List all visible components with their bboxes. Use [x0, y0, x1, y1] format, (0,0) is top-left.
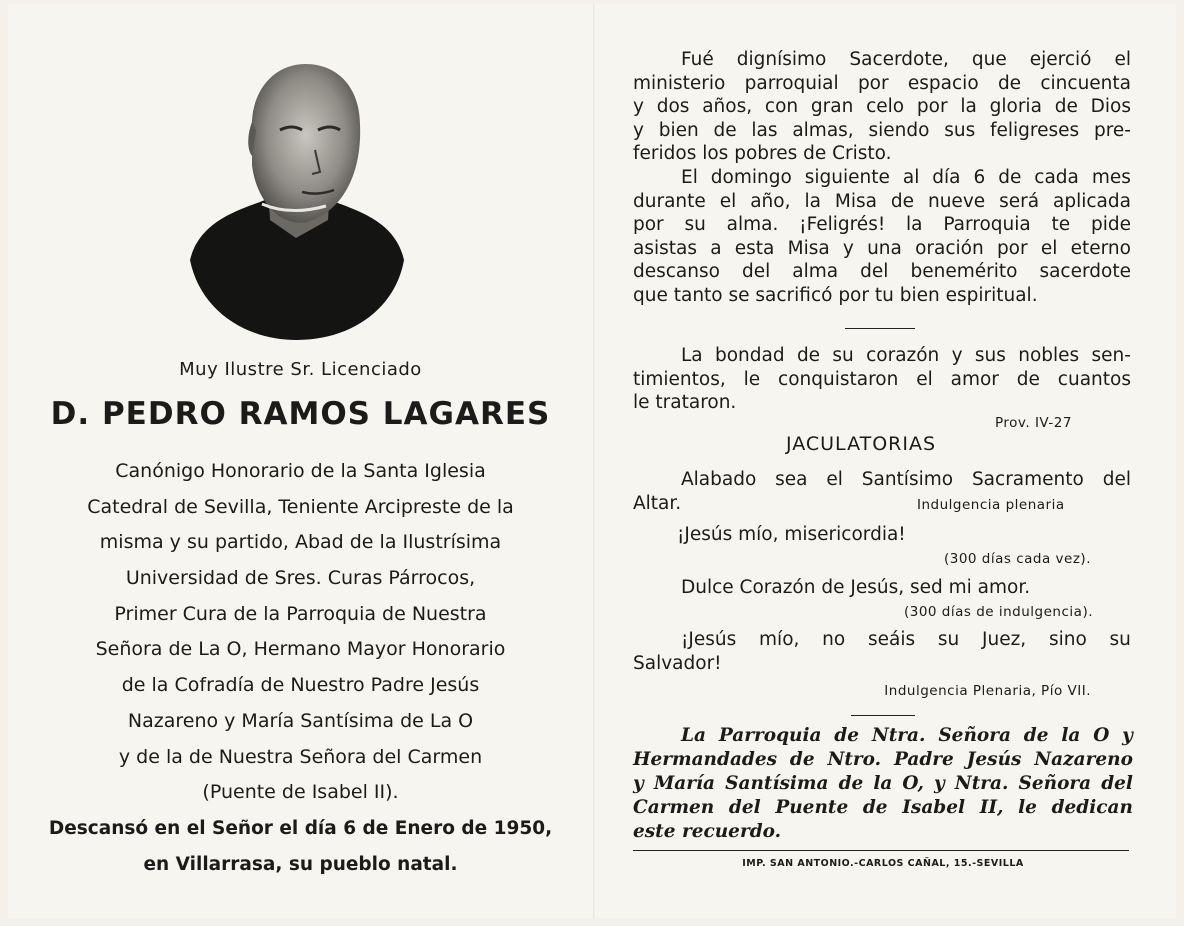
text-line: timientos, le conquistaron el amor de cuantos [633, 368, 1131, 390]
divider [633, 850, 1129, 851]
text-line: El domingo siguiente al día 6 de cada mes [681, 166, 1131, 188]
deceased-name: D. PEDRO RAMOS LAGARES [50, 396, 551, 432]
death-line: en Villarrasa, su pueblo natal. [143, 853, 458, 875]
divider [851, 715, 915, 716]
text-line: descanso del alma del benemérito sacerdote [633, 261, 1131, 283]
text-line: La bondad de su corazón y sus nobles sen- [681, 345, 1131, 366]
divider [845, 328, 915, 329]
text-line: y dos años, con gran celo por la gloria de Dios [633, 96, 1131, 118]
right-panel [595, 4, 1176, 918]
death-line: Descansó en el Señor el día 6 de Enero de 1950, [48, 817, 553, 839]
text-line: Fué dignísimo Sacerdote, que ejerció el [681, 49, 1131, 70]
bio-line: misma y su partido, Abad de la Ilustrísima [99, 531, 502, 554]
jaculatoria-2 [633, 523, 1131, 571]
text-line: que tanto se sacrificó por tu bien espiritual. [633, 284, 1038, 306]
bio-line: Universidad de Sres. Curas Párrocos, [125, 567, 476, 590]
text-line: por su alma. ¡Feligrés! la Parroquia te pide [633, 214, 1131, 236]
bio-line: de la Cofradía de Nuestro Padre Jesús [121, 674, 480, 697]
text-line: Carmen del Puente de Isabel II, le dedican [633, 797, 1133, 818]
bio-line: (Puente de Isabel II). [202, 781, 399, 804]
text-line: feridos los pobres de Cristo. [633, 143, 892, 165]
text-line: Hermandades de Ntro. Padre Jesús Nazareno [633, 749, 1133, 770]
bio-line: Señora de La O, Hermano Mayor Honorario [95, 638, 506, 661]
text-line: durante el año, la Misa de nueve será aplicada [633, 190, 1131, 212]
bio-line: Canónigo Honorario de la Santa Iglesia [115, 460, 486, 482]
memorial-card [8, 4, 1176, 918]
bio-line: Primer Cura de la Parroquia de Nuestra [114, 602, 487, 625]
honorific: Muy Ilustre Sr. Licenciado [179, 359, 422, 380]
priest-portrait [190, 60, 404, 342]
jaculatorias-title: JACULATORIAS [785, 433, 937, 455]
text-line: este recuerdo. [633, 821, 782, 842]
text-line: y María Santísima de la O, y Ntra. Señora del [633, 773, 1133, 794]
indulgence-note: (300 días de indulgencia). [903, 604, 1093, 620]
text-line: ministerio parroquial por espacio de cincuenta [633, 72, 1131, 94]
text-line: y bien de las almas, siendo sus feligreses pre- [633, 119, 1131, 141]
citation: Prov. IV-27 [995, 415, 1072, 431]
bio-line: Catedral de Sevilla, Teniente Arcipreste de la [87, 495, 514, 518]
paragraph-kindness [633, 344, 1131, 415]
bio-line: y de la de Nuestra Señora del Carmen [118, 745, 483, 768]
text-line: ¡Jesús mío, no seáis su Juez, sino su [681, 629, 1131, 650]
bio-line: Nazareno y María Santísima de La O [127, 709, 474, 732]
jaculatoria-3 [633, 576, 1131, 624]
text-line: Dulce Corazón de Jesús, sed mi amor. [681, 577, 1031, 598]
text-line: La Parroquia de Ntra. Señora de la O y [681, 725, 1133, 746]
printer-imprint: IMP. SAN ANTONIO.-CARLOS CAÑAL, 15.-SEVILLA [742, 858, 1024, 869]
jaculatoria-4 [633, 628, 1131, 706]
left-panel [8, 4, 593, 918]
text-line: asistas a esta Misa y una oración por el eterno [633, 237, 1131, 259]
text-line: Alabado sea el Santísimo Sacramento del [681, 469, 1131, 490]
indulgence-note: Indulgencia Plenaria, Pío VII. [884, 682, 1091, 699]
text-line: Altar. [633, 492, 682, 514]
dedication [633, 724, 1133, 844]
text-line: ¡Jesús mío, misericordia! [677, 524, 906, 545]
biography [38, 454, 563, 882]
text-line: le trataron. [633, 392, 737, 414]
indulgence-note: Indulgencia plenaria [917, 496, 1065, 513]
indulgence-note: (300 días cada vez). [943, 551, 1091, 567]
jaculatoria-1 [633, 468, 1131, 516]
paragraph-ministry [633, 48, 1131, 308]
text-line: Salvador! [633, 652, 722, 674]
